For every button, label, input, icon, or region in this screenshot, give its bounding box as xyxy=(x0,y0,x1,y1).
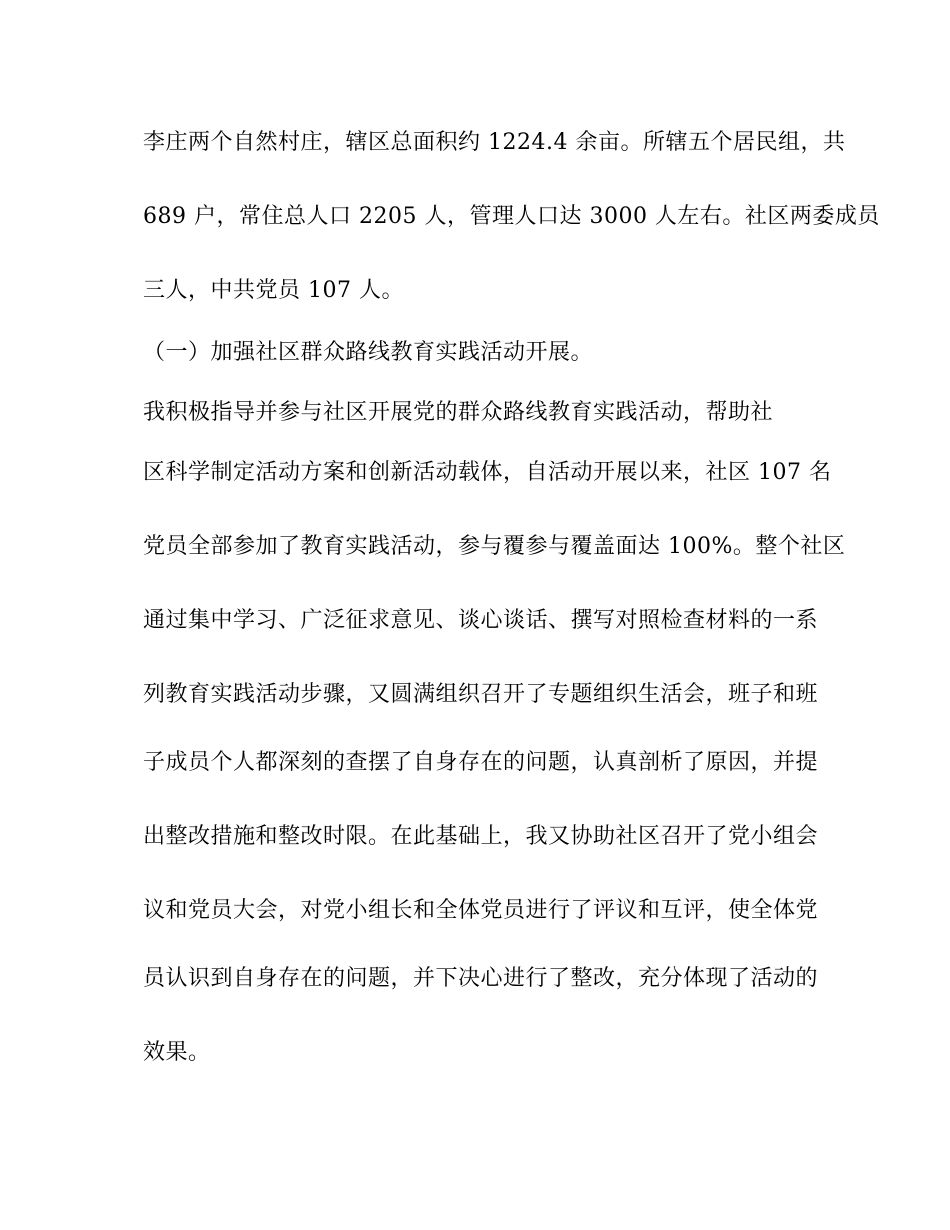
paragraph-line: 员认识到自身存在的问题，并下决心进行了整改，充分体现了活动的 xyxy=(143,966,819,991)
paragraph-line: 效果。 xyxy=(143,1040,211,1065)
paragraph-line: 区科学制定活动方案和创新活动载体，自活动开展以来，社区 107 名 xyxy=(143,460,832,485)
paragraph-line: 李庄两个自然村庄，辖区总面积约 1224.4 余亩。所辖五个居民组，共 xyxy=(143,130,846,155)
paragraph-line: 出整改措施和整改时限。在此基础上，我又协助社区召开了党小组会 xyxy=(143,824,819,849)
paragraph-line: 689 户，常住总人口 2205 人，管理人口达 3000 人左右。社区两委成员 xyxy=(143,204,880,229)
section-heading: （一）加强社区群众路线教育实践活动开展。 xyxy=(143,340,594,365)
paragraph-line: 通过集中学习、广泛征求意见、谈心谈话、撰写对照检查材料的一系 xyxy=(143,608,819,633)
paragraph-line: 议和党员大会，对党小组长和全体党员进行了评议和互评，使全体党 xyxy=(143,898,819,923)
paragraph-line: 子成员个人都深刻的查摆了自身存在的问题，认真剖析了原因，并提 xyxy=(143,750,819,775)
paragraph-line: 我积极指导并参与社区开展党的群众路线教育实践活动，帮助社 xyxy=(143,400,774,425)
paragraph-line: 三人，中共党员 107 人。 xyxy=(143,278,404,303)
paragraph-line: 列教育实践活动步骤，又圆满组织召开了专题组织生活会，班子和班 xyxy=(143,682,819,707)
paragraph-line: 党员全部参加了教育实践活动，参与覆参与覆盖面达 100%。整个社区 xyxy=(143,534,846,559)
